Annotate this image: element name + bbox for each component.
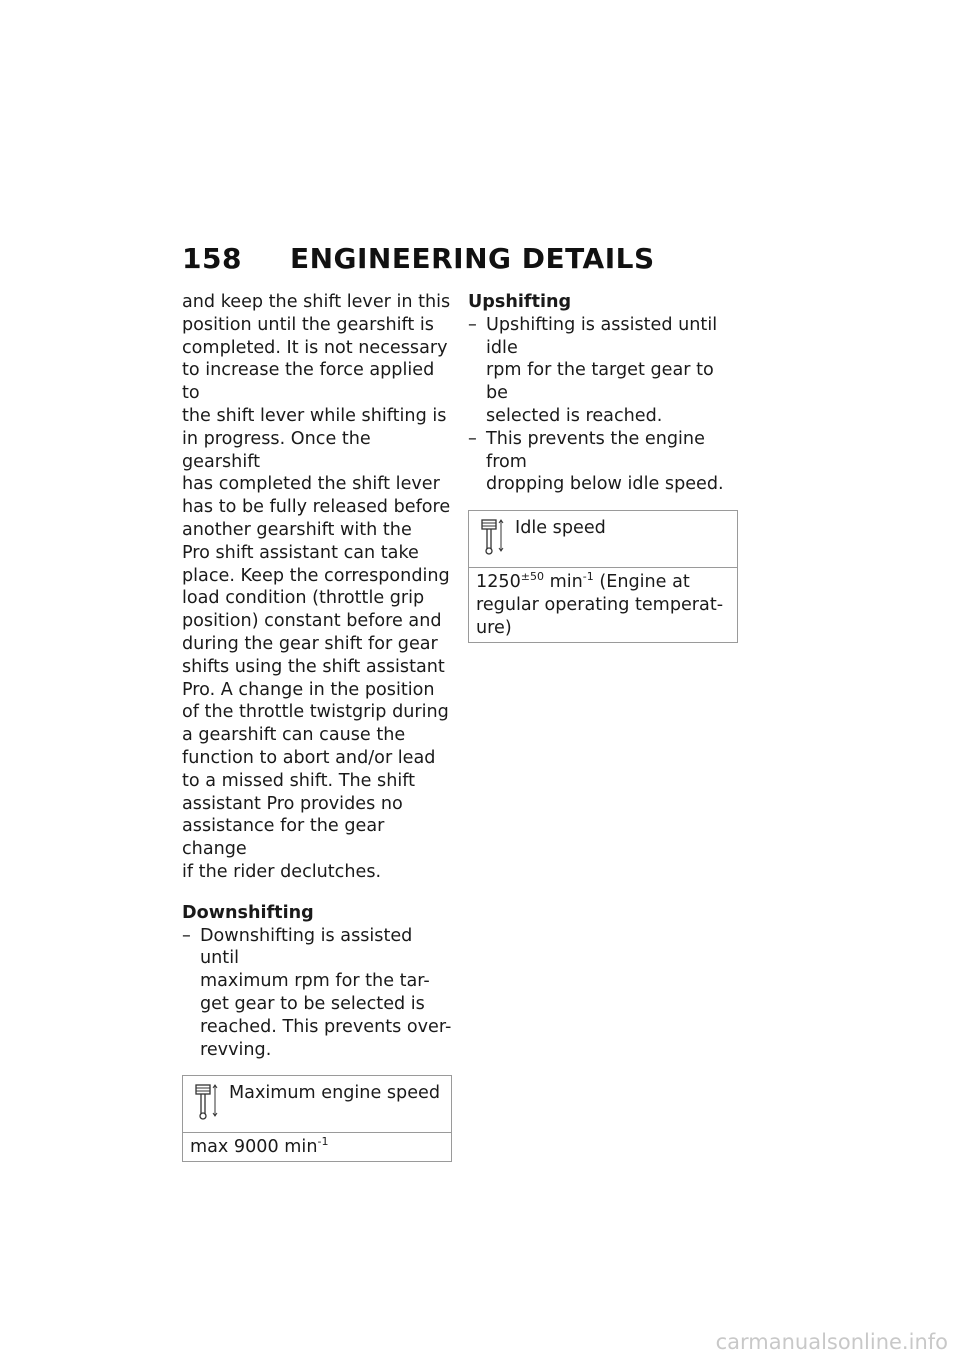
spec-label: Maximum engine speed	[229, 1083, 441, 1104]
engine-piston-icon	[193, 1082, 219, 1122]
upshifting-heading: Upshifting	[468, 292, 572, 312]
engine-piston-icon	[479, 517, 505, 557]
section-title: ENGINEERING DETAILS	[289, 242, 655, 275]
spec-value-number: 1250	[476, 572, 521, 593]
watermark: carmanualsonline.info	[715, 1330, 948, 1354]
spec-value-note: (Engine at regular operating temperat- ure)	[476, 572, 724, 638]
idle-speed-spec	[468, 510, 738, 642]
spec-value-exponent: -1	[317, 1135, 329, 1149]
max-engine-speed-spec	[182, 1075, 452, 1162]
downshifting-heading: Downshifting	[182, 902, 314, 923]
page-header	[182, 242, 655, 275]
spec-value-exponent: -1	[582, 570, 594, 584]
spec-value-unit: min	[544, 572, 583, 593]
right-column	[468, 291, 738, 643]
upshifting-bullet-1: – Upshifting is assisted until idle rpm for the target gear to be selected is reached.	[468, 314, 738, 428]
spec-value-text: max 9000 min	[190, 1137, 318, 1158]
spec-header	[183, 1076, 451, 1133]
spec-header	[469, 511, 737, 568]
spec-value	[469, 568, 737, 641]
downshifting-bullet: – Downshifting is assisted until maximum rpm for the tar- get gear to be selected is reached. This prevents over- revving.	[182, 925, 452, 1062]
spec-value	[183, 1133, 451, 1161]
left-column	[182, 291, 452, 1162]
spec-value-tolerance: ±50	[520, 570, 544, 584]
page-number: 158	[182, 242, 242, 275]
intro-paragraph: and keep the shift lever in this position until the gearshift is completed. It is not necessary to increase the force applied to the shift lever while shifting is in progress. Once the gearshift has completed the shift lever has to be fully released before another gearshift with the Pro shift assistant can take place. Keep the corresponding load condition (throttle grip position) constant before and during the gear shift for gear shifts using the shift assistant Pro. A change in the position of the throttle twistgrip during a gearshift can cause the function to abort and/or lead to a missed shift. The shift assistant Pro provides no assistance for the gear change if the rider declutches.	[182, 292, 451, 882]
spec-label: Idle speed	[515, 518, 606, 539]
upshifting-bullet-2: – This prevents the engine from dropping below idle speed.	[468, 428, 738, 496]
